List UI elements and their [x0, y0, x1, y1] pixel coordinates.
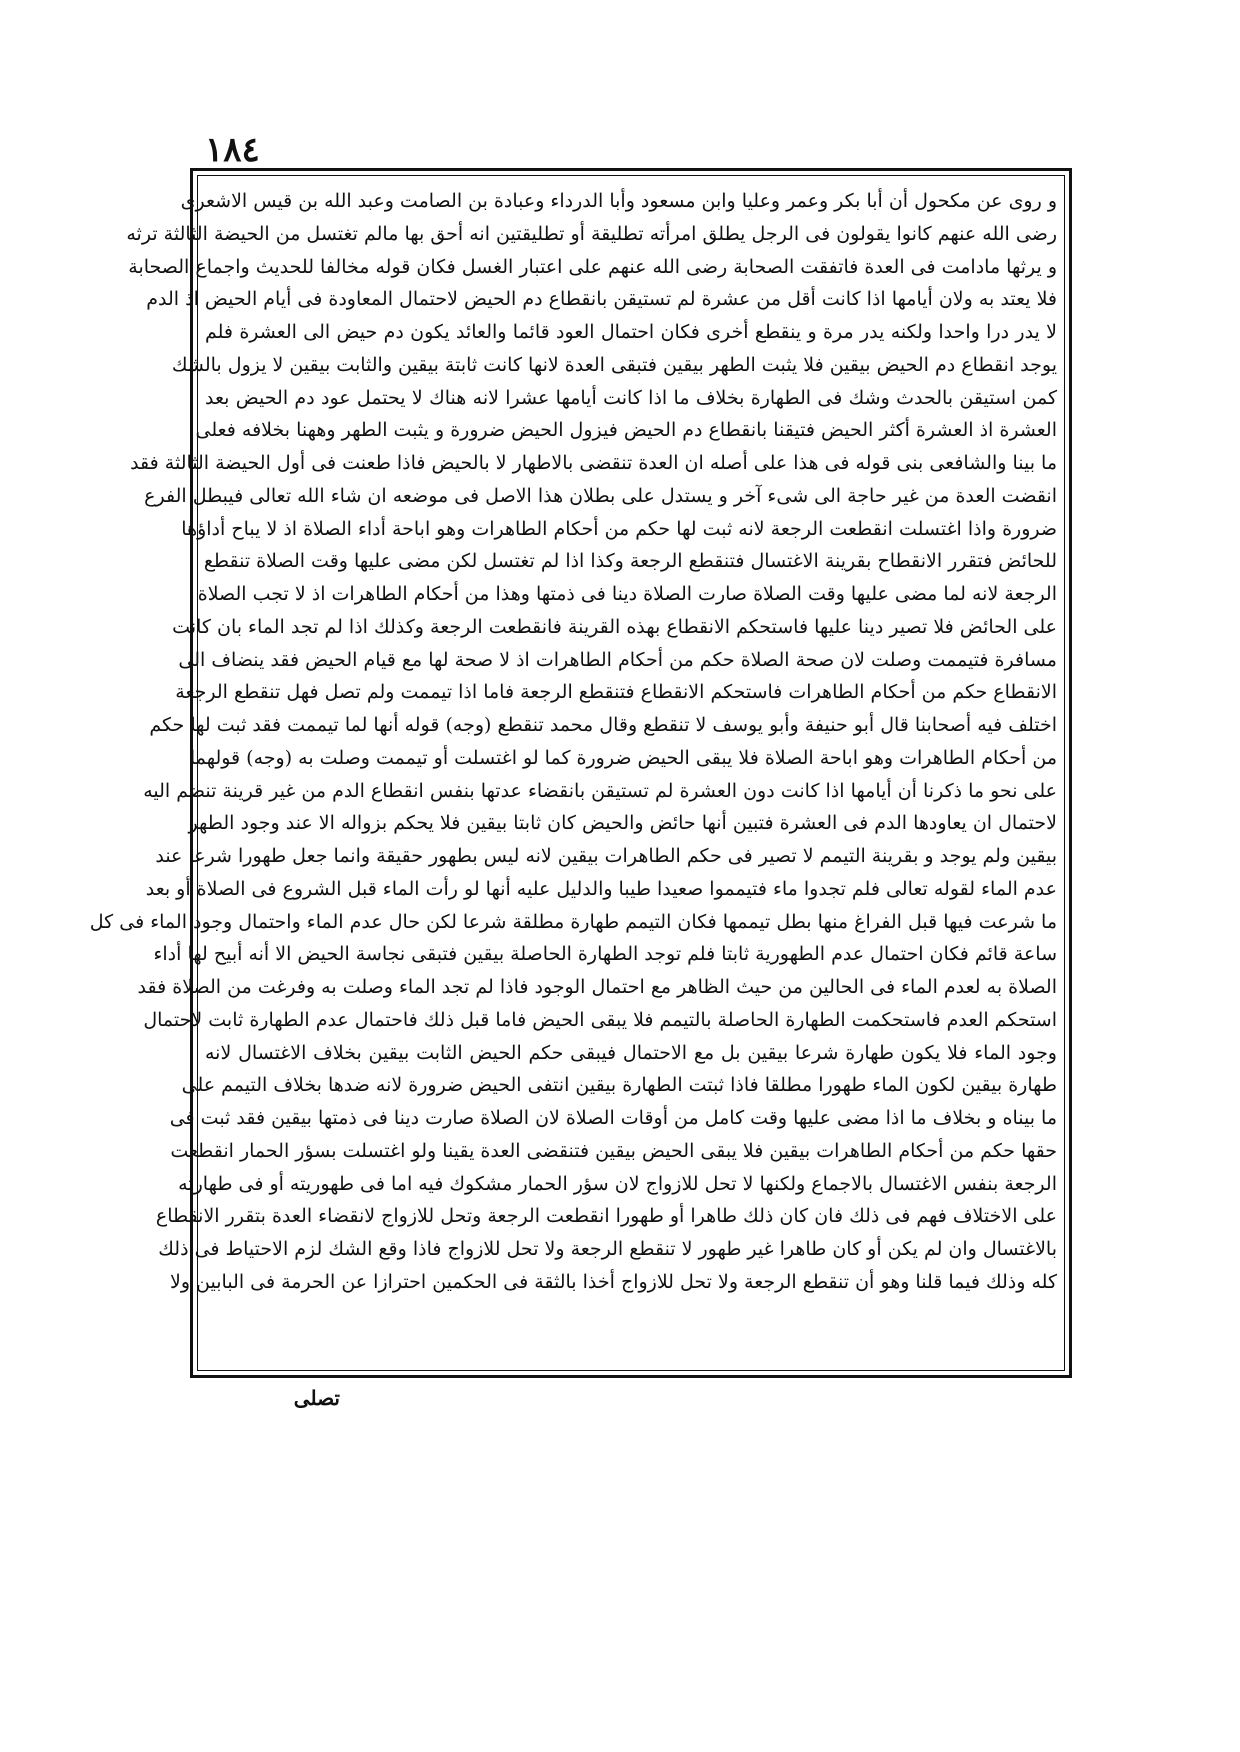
text-line: ما بيناه و بخلاف ما اذا مضى عليها وقت كامل من أوقات الصلاة لان الصلاة صارت دينا فى ذمتها بيقين فقد ثبت فى — [169, 1107, 1057, 1129]
text-line: الانقطاع حكم من أحكام الطاهرات فاستحكم الانقطاع فتنقطع الرجعة فاما اذا تيممت ولم تصل فهل تنقطع الرجعة — [175, 681, 1057, 704]
text-line: اختلف فيه أصحابنا قال أبو حنيفة وأبو يوسف لا تنقطع وقال محمد تنقطع (وجه) قوله أنها لما تيممت فقد ثبت لها حكم — [149, 714, 1057, 736]
text-line: الصلاة به لعدم الماء فى الحالين من حيث الظاهر مع احتمال الوجود فاذا لم تجد الماء وصلت به وفرغت من الصلاة فقد — [137, 976, 1057, 998]
page-number: ١٨٤ — [205, 130, 260, 170]
text-line: عدم الماء لقوله تعالى فلم تجدوا ماء فتيمموا صعيدا طيبا والدليل عليه أنها لو رأت الماء قبل الشروع فى الصلاة أو بعد — [145, 877, 1057, 900]
text-line: كله وذلك فيما قلنا وهو أن تنقطع الرجعة ولا تحل للازواج أخذا بالثقة فى الحكمين احترازا عن الحرمة فى البابين ولا — [170, 1270, 1057, 1293]
text-line: استحكم العدم فاستحكمت الطهارة الحاصلة بالتيمم فلا يبقى الحيض فاما قبل ذلك فاحتمال عدم الطهارة ثابت لاحتمال — [143, 1008, 1057, 1031]
text-line: ما بينا والشافعى بنى قوله فى هذا على أصله ان العدة تنقضى بالاطهار لا بالحيض فاذا طعنت فى أول الحيضة الثالثة فقد — [130, 452, 1057, 474]
text-line: و روى عن مكحول أن أبا بكر وعمر وعليا وابن مسعود وأبا الدرداء وعبادة بن الصامت وعبد الله بن قيس الاشعرى — [180, 190, 1057, 212]
text-line: ساعة قائم فكان احتمال عدم الطهورية ثابتا فلم توجد الطهارة الحاصلة بيقين فتبقى نجاسة الحيض الا أنه أبيح لها أداء — [153, 943, 1057, 966]
text-line: كمن استيقن بالحدث وشك فى الطهارة بخلاف ما اذا كانت أيامها عشرا لانه هناك لا يحتمل عود دم الحيض بعد — [205, 386, 1057, 409]
text-line: على الحائض فلا تصير دينا عليها فاستحكم الانقطاع بهذه القرينة فانقطعت الرجعة وكذلك اذا لم تجد الماء بان كانت — [172, 615, 1057, 638]
text-line: ما شرعت فيها قبل الفراغ منها بطل تيممها فكان التيمم طهارة مطلقة شرعا لكن حال عدم الماء واحتمال وجود الماء فى كل — [89, 910, 1057, 933]
text-line: ضرورة واذا اغتسلت انقطعت الرجعة لانه ثبت لها حكم من أحكام الطاهرات وهو اباحة أداء الصلاة اذ لا يباح أداؤها — [181, 517, 1057, 540]
text-line: لا يدر درا واحدا ولكنه يدر مرة و ينقطع أخرى فكان احتمال العود قائما والعائد يكون دم حيض الى العشرة فلم — [205, 321, 1057, 343]
text-line: على نحو ما ذكرنا أن أيامها اذا كانت دون العشرة لم تستيقن بانقضاء عدتها بنفس انقطاع الدم من غير قرينة تنضم اليه — [143, 779, 1057, 802]
text-line: لاحتمال ان يعاودها الدم فى العشرة فتبين أنها حائض والحيض كان ثابتا بيقين فلا يحكم بزواله الا عند وجود الطهر — [188, 812, 1057, 835]
text-line: بيقين ولم يوجد و بقرينة التيمم لا تصير فى حكم الطاهرات بيقين لانه ليس بطهور حقيقة وانما جعل طهورا شرعا عند — [155, 845, 1057, 867]
text-line: بالاغتسال وان لم يكن أو كان طاهرا غير طهور لا تنقطع الرجعة ولا تحل للازواج فاذا وقع الشك لزم الاحتياط فى ذلك — [158, 1238, 1057, 1260]
text-line: الرجعة بنفس الاغتسال بالاجماع ولكنها لا تحل للازواج لان سؤر الحمار مشكوك فيه اما فى طهوريته أو فى طهارته — [178, 1172, 1057, 1195]
text-line: وجود الماء فلا يكون طهارة شرعا بيقين بل مع الاحتمال فيبقى حكم الحيض الثابت بيقين بخلاف الاغتسال لانه — [205, 1041, 1057, 1064]
text-line: من أحكام الطاهرات وهو اباحة الصلاة فلا يبقى الحيض ضرورة كما لو اغتسلت أو تيممت وصلت به (وجه) قولهما — [189, 746, 1057, 769]
text-line: حقها حكم من أحكام الطاهرات بيقين فلا يبقى الحيض بيقين فتنقضى العدة يقينا ولو اغتسلت بسؤر الحمار انقطعت — [170, 1139, 1057, 1162]
text-line: انقضت العدة من غير حاجة الى شىء آخر و يستدل على بطلان هذا الاصل فى موضعه ان شاء الله تعالى فيبطل الفرع — [144, 484, 1057, 507]
text-line: يوجد انقطاع دم الحيض بيقين فلا يثبت الطهر بيقين فتبقى العدة لانها كانت ثابتة بيقين والثابت بيقين لا يزول بالشك — [171, 353, 1057, 376]
text-line: رضى الله عنهم كانوا يقولون فى الرجل يطلق امرأته تطليقة أو تطليقتين انه أحق بها مالم تغتسل من الحيضة الثالثة ترثه — [126, 222, 1057, 245]
catchword: تصلى — [293, 1386, 340, 1410]
text-line: على الاختلاف فهم فى ذلك فان كان ذلك طاهرا أو طهورا انقطعت الرجعة وتحل للازواج لانقضاء العدة بتقرر الانقطاع — [155, 1205, 1057, 1228]
text-line: طهارة بيقين لكون الماء طهورا مطلقا فاذا ثبتت الطهارة بيقين انتفى الحيض ضرورة لانه ضدها بخلاف التيمم على — [181, 1074, 1057, 1097]
text-line: العشرة اذ العشرة أكثر الحيض فتيقنا بانقطاع دم الحيض فيزول الحيض ضرورة و يثبت الطهر وههنا بخلافه فعلى — [195, 419, 1057, 442]
text-line: الرجعة لانه لما مضى عليها وقت الصلاة صارت الصلاة دينا فى ذمتها وهذا من أحكام الطاهرات اذ لا تجب الصلاة — [197, 583, 1057, 605]
text-line: للحائض فتقرر الانقطاح بقرينة الاغتسال فتنقطع الرجعة وكذا اذا لم تغتسل لكن مضى عليها وقت الصلاة تنقطع — [203, 550, 1057, 573]
text-line: مسافرة فتيممت وصلت لان صحة الصلاة حكم من أحكام الطاهرات اذ لا صحة لها مع قيام الحيض فقد ينضاف الى — [178, 648, 1057, 671]
text-line: و يرثها مادامت فى العدة فاتفقت الصحابة رضى الله عنهم على اعتبار الغسل فكان قوله مخالفا للحديث واجماع الصحابة — [128, 255, 1057, 278]
text-line: فلا يعتد به ولان أيامها اذا كانت أقل من عشرة لم تستيقن بانقطاع دم الحيض لاحتمال المعاودة فى أيام الحيض اذ الدم — [146, 288, 1057, 311]
body-text — [89, 185, 1057, 1365]
